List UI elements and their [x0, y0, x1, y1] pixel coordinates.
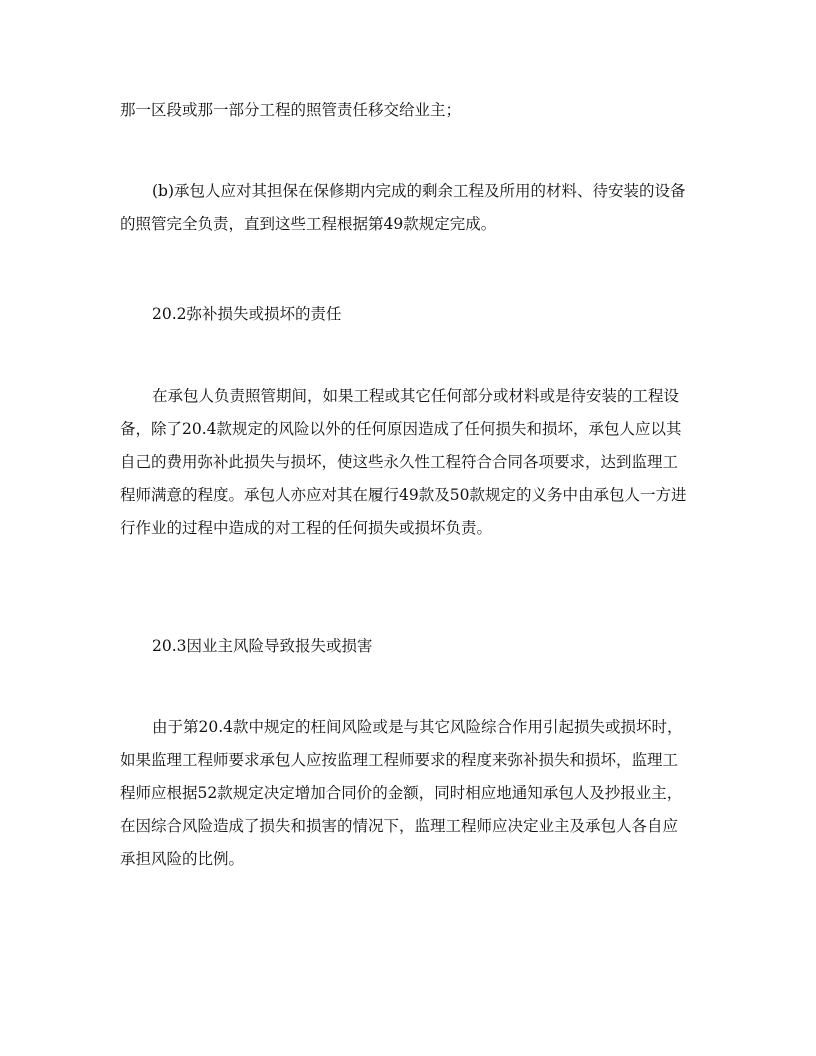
section-heading-20-2 — [120, 298, 700, 331]
text-line: 在因综合风险造成了损失和损害的情况下，监理工程师应决定业主及承包人各自应 — [120, 817, 679, 835]
paragraph-employer-risk — [120, 711, 700, 876]
text-line: 如果监理工程师要求承包人应按监理工程师要求的程度来弥补损失和损坏，监理工 — [120, 751, 679, 769]
text-line: 的照管完全负责，直到这些工程根据第49款规定完成。 — [120, 215, 497, 233]
text-line: 行作业的过程中造成的对工程的任何损失或损坏负责。 — [120, 519, 493, 537]
paragraph-damage-responsibility — [120, 380, 700, 545]
text-line: 程师满意的程度。承包人亦应对其在履行49款及50款规定的义务中由承包人一方进 — [120, 486, 687, 504]
text-line: 在承包人负责照管期间，如果工程或其它任何部分或材料或是待安装的工程设 — [152, 387, 680, 405]
section-heading-20-3 — [120, 630, 700, 663]
text-line: 程师应根据52款规定决定增加合同价的金额，同时相应地通知承包人及抄报业主， — [120, 784, 683, 802]
text-line: 由于第20.4款中规定的枉间风险或是与其它风险综合作用引起损失或损坏时， — [152, 718, 683, 736]
text-line: (b)承包人应对其担保在保修期内完成的剩余工程及所用的材料、待安装的设备 — [152, 182, 686, 200]
paragraph-handover — [120, 94, 700, 127]
text-line: 承担风险的比例。 — [120, 850, 245, 868]
text-line: 那一区段或那一部分工程的照管责任移交给业主； — [120, 101, 462, 119]
paragraph-b-clause — [120, 175, 700, 241]
heading-text: 20.2弥补损失或损坏的责任 — [152, 305, 342, 323]
heading-text: 20.3因业主风险导致报失或损害 — [152, 637, 373, 655]
text-line: 自己的费用弥补此损失与损坏，使这些永久性工程符合合同各项要求，达到监理工 — [120, 453, 679, 471]
text-line: 备，除了20.4款规定的风险以外的任何原因造成了任何损失和损坏，承包人应以其 — [120, 420, 682, 438]
